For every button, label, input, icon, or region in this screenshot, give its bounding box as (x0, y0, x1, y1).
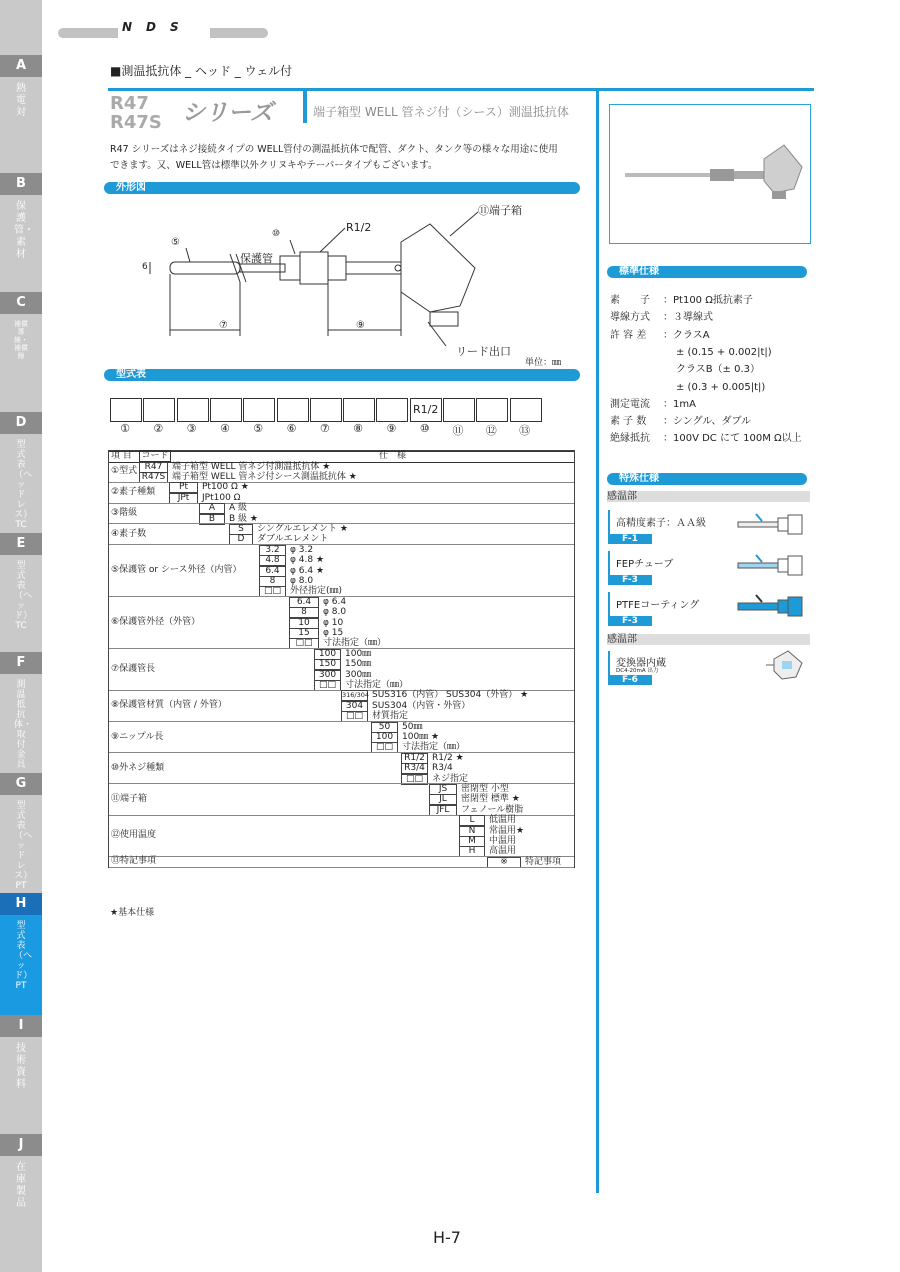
side-tab-f[interactable]: F 測温抵抗体・取付金具 (0, 652, 42, 770)
table-code-cell: N (459, 826, 485, 837)
table-spec-text: 高温用 (489, 846, 517, 857)
spec-value: ± (0.15 + 0.002|t|) (676, 346, 772, 358)
label-lead-exit: リード出口 (456, 345, 511, 358)
table-spec-text: 密閉型 標準 ★ (461, 794, 520, 805)
code-box[interactable] (476, 398, 508, 422)
table-code-cell: R1/2 (401, 753, 428, 764)
code-box[interactable] (143, 398, 175, 422)
code-box-number: ⑥ (286, 422, 297, 435)
table-item-label: ①型式 (111, 466, 138, 477)
table-code-cell: M (459, 836, 485, 847)
table-spec-text: φ 15 (323, 627, 344, 638)
description: R47 シリーズはネジ接続タイプの WELL管付の測温抵抗体で配管、ダクト、タンク等の様々な用途に使用 できます。又、WELL管は標準以外クリヌキやテーパータイプもございます。 (110, 144, 558, 171)
table-spec-text: ダブルエレメント (257, 534, 329, 545)
table-code-cell: H (459, 846, 485, 857)
table-spec-text: φ 4.8 ★ (290, 555, 325, 566)
spec-value: ：1mA (663, 398, 696, 410)
table-code-cell: 6.4 (289, 597, 319, 608)
table-code-cell: D (229, 534, 253, 545)
table-spec-text: 端子箱型 WELL 管ネジ付測温抵抗体 ★ (172, 461, 331, 472)
table-code-cell: L (459, 815, 485, 826)
table-footnote: ★基本仕様 (110, 908, 155, 918)
code-box-number: ⑬ (519, 424, 531, 437)
table-spec-text: φ 6.4 ★ (290, 565, 325, 576)
spec-value: ：シングル、ダブル (663, 416, 752, 428)
table-spec-text: B 級 ★ (229, 513, 258, 524)
table-code-cell: JL (429, 794, 457, 805)
side-tab-g[interactable]: G 型式表（ヘッドレス）PT (0, 773, 42, 891)
code-box[interactable] (310, 398, 342, 422)
side-tab-e[interactable]: E 型式表（ヘッド）TC (0, 533, 42, 651)
head-code: コード (139, 450, 171, 462)
table-item-label: ⑫使用温度 (111, 830, 157, 841)
table-code-cell: Pt (169, 482, 198, 493)
code-box-number: ⑪ (452, 424, 464, 437)
code-box[interactable]: R1/2 (410, 398, 442, 422)
table-item-label: ⑩外ネジ種類 (111, 762, 165, 773)
column-divider (596, 91, 599, 1193)
table-code-cell: 8 (259, 576, 286, 587)
spec-value: ：クラスA (663, 329, 710, 341)
outline-heading: 外形図 (104, 182, 580, 194)
code-box-number: ⑤ (253, 422, 264, 435)
table-code-cell: □□ (341, 711, 368, 722)
table-code-cell: 304 (341, 701, 368, 712)
side-tab-c[interactable]: C 補償導線・補償線 (0, 292, 42, 410)
series-name: シリーズ (182, 100, 273, 126)
sensor-icon (736, 512, 808, 538)
code-box[interactable] (376, 398, 408, 422)
product-photo (609, 104, 811, 244)
label-terminal-box: ⑪端子箱 (478, 204, 522, 217)
special-item-label: FEPチューブ (616, 559, 674, 570)
label-10: ⑩ (272, 229, 281, 239)
table-group-divider (109, 648, 574, 649)
table-code-cell: □□ (401, 774, 428, 785)
table-spec-text: A 級 (229, 503, 248, 514)
table-item-label: ④素子数 (111, 528, 147, 539)
table-code-cell: 8 (289, 607, 319, 618)
table-spec-text: R1/2 ★ (432, 752, 464, 763)
table-spec-text: フェノール樹脂 (461, 804, 524, 815)
table-spec-text: 寸法指定（㎜） (345, 679, 409, 690)
table-code-cell: 3.2 (259, 545, 286, 556)
table-code-cell: 6.4 (259, 566, 286, 577)
table-group-divider (109, 867, 574, 868)
model-table (108, 450, 575, 868)
transmitter-icon (766, 649, 810, 683)
table-code-cell: □□ (259, 586, 286, 597)
spec-key: 素 子 (610, 295, 650, 306)
head-item: 項 目 (111, 451, 132, 461)
side-tab-d[interactable]: D 型式表（ヘッドレス）TC (0, 412, 42, 530)
table-code-cell: JFL (429, 805, 457, 816)
table-spec-text: 材質指定 (372, 711, 409, 722)
special-item-transmitter[interactable] (608, 651, 808, 685)
sensor-icon (736, 594, 808, 620)
spec-key: 絶縁抵抗 (610, 433, 650, 445)
table-code-cell: 4.8 (259, 555, 286, 566)
spec-key: 許 容 差 (610, 329, 647, 341)
table-spec-text: φ 3.2 (290, 544, 314, 555)
code-box[interactable] (343, 398, 375, 422)
spec-key: 素 子 数 (610, 416, 647, 428)
product-image (610, 105, 810, 243)
table-group-divider (109, 544, 574, 545)
label-7: ⑦ (219, 320, 228, 331)
label-r12: R1/2 (346, 221, 372, 234)
table-spec-text: φ 8.0 (323, 607, 347, 618)
code-box[interactable] (243, 398, 275, 422)
table-spec-text: 低温用 (489, 815, 517, 826)
table-spec-text: Pt100 Ω ★ (202, 482, 249, 493)
table-spec-text: 100㎜ (345, 648, 372, 659)
code-box[interactable] (510, 398, 542, 422)
table-code-cell: JS (429, 784, 457, 795)
table-spec-text: 常温用★ (489, 825, 525, 836)
table-code-cell: 300 (314, 670, 341, 681)
code-box-number: ⑩ (419, 422, 430, 435)
label-protect: 保護管 (240, 252, 273, 265)
spec-value: クラスB（± 0.3） (676, 364, 761, 376)
spec-value: ± (0.3 + 0.005|t|) (676, 381, 766, 393)
table-spec-text: 50㎜ (402, 721, 423, 732)
table-item-label: ③階級 (111, 508, 138, 518)
special-item-tag: F-1 (608, 534, 652, 544)
table-item-label: ⑦保護管長 (111, 664, 156, 674)
table-spec-text: φ 6.4 (323, 596, 347, 607)
side-tab-a[interactable]: A 熱電対 (0, 55, 42, 173)
table-code-cell: S (229, 524, 253, 535)
table-code-cell: B (199, 514, 225, 525)
spec-key: 測定電流 (610, 398, 650, 410)
table-group-divider (109, 503, 574, 504)
table-item-label: ②素子種類 (111, 487, 156, 498)
table-item-label: ⑬特記事項 (111, 856, 157, 867)
table-spec-text: 100㎜ ★ (402, 731, 440, 742)
table-spec-text: 外径指定(㎜) (290, 586, 343, 597)
special-item-label: 高精度素子：ＡＡ級 (616, 518, 706, 529)
code-box-number: ② (153, 422, 164, 435)
sensor-icon (736, 553, 808, 579)
table-code-cell: 316/304 (342, 691, 370, 700)
code-box[interactable] (177, 398, 209, 422)
special-item-label: PTFEコーティング (616, 600, 700, 611)
special-item-fep[interactable] (608, 551, 808, 585)
table-spec-text: 寸法指定（㎜） (402, 742, 466, 753)
table-spec-text: SUS316（内管） SUS304（外管） ★ (372, 690, 529, 701)
special-item-aa-class[interactable] (608, 510, 808, 544)
code-box-number: ⑫ (485, 424, 497, 437)
table-spec-text: φ 10 (323, 617, 344, 628)
model-table-heading: 型式表 (104, 369, 580, 381)
table-group-divider (109, 721, 574, 722)
special-item-tag: F-3 (608, 575, 652, 585)
side-tab-i[interactable]: I 技術資料 (0, 1015, 42, 1133)
label-9: ⑨ (356, 320, 365, 331)
side-tab-b[interactable]: B 保護管・素材 (0, 173, 42, 291)
table-spec-text: JPt100 Ω (202, 492, 241, 503)
standard-heading: 標準仕様 (607, 266, 807, 278)
page-number: H-7 (433, 1228, 461, 1247)
table-code-cell: □□ (289, 638, 319, 649)
table-spec-text: 300㎜ (345, 669, 372, 680)
side-index (0, 0, 42, 1272)
code-box-number: ⑦ (319, 422, 330, 435)
table-code-cell: JPt (169, 493, 198, 504)
code-box-number: ⑧ (353, 422, 364, 435)
table-spec-text: R3/4 (432, 763, 453, 774)
table-code-cell: R3/4 (401, 763, 428, 774)
side-tab-j[interactable]: J 在庫製品 (0, 1134, 42, 1252)
special-item-tag: F-3 (608, 616, 652, 626)
code-box-number: ③ (186, 422, 197, 435)
sense-part-1: 感温部 (607, 491, 810, 502)
table-spec-text: 密閉型 小型 (461, 783, 509, 794)
table-code-cell: 150 (314, 659, 341, 670)
table-spec-text: SUS304（内管・外管） (372, 700, 471, 711)
table-item-label: ⑥保護管外径（外管） (111, 617, 201, 628)
table-item-label: ⑨ニップル長 (111, 731, 164, 742)
label-unit: 単位：㎜ (525, 358, 562, 368)
table-code-cell: A (199, 503, 225, 514)
table-spec-text: 端子箱型 WELL 管ネジ付シース測温抵抗体 ★ (172, 471, 357, 482)
table-spec-text: 寸法指定（㎜） (323, 638, 387, 649)
table-spec-text: 中温用 (489, 835, 517, 846)
table-code-cell: 100 (371, 732, 398, 743)
table-spec-text: シングルエレメント ★ (257, 523, 348, 534)
model-r47s: R47S (110, 112, 162, 133)
special-item-tag: F-6 (608, 675, 652, 685)
label-6: 6 (142, 262, 148, 272)
code-box[interactable] (277, 398, 309, 422)
table-item-label: ⑪端子箱 (111, 794, 148, 804)
table-code-cell: 50 (371, 722, 398, 733)
special-item-sub: DC4-20mA 出力 (616, 668, 659, 674)
spec-value: ：Pt100 Ω抵抗素子 (663, 295, 753, 306)
table-spec-text: φ 8.0 (290, 575, 314, 586)
table-spec-text: ネジ指定 (432, 773, 469, 784)
table-code-cell: 100 (314, 649, 341, 660)
spec-value: ：３導線式 (663, 312, 713, 324)
table-code-cell: □□ (371, 742, 398, 753)
model-r47: R47 (110, 93, 149, 114)
series-subtitle: 端子箱型 WELL 管ネジ付（シース）測温抵抗体 (313, 105, 569, 119)
spec-key: 導線方式 (610, 312, 650, 324)
side-tab-h[interactable]: H 型式表（ヘッド）PT (0, 893, 42, 1015)
special-item-label: 変換器内蔵 (616, 658, 666, 669)
code-box[interactable] (110, 398, 142, 422)
table-spec-text: 150㎜ (345, 659, 372, 670)
table-item-label: ⑤保護管 or シース外径（内管） (111, 565, 242, 576)
head-spec: 仕 様 (379, 451, 407, 461)
table-code-cell: ※ (487, 857, 521, 868)
title-rule (108, 88, 814, 91)
brand-logo: NDS (122, 20, 193, 34)
table-code-cell: R47 (139, 462, 168, 473)
code-box-number: ④ (219, 422, 230, 435)
special-item-ptfe[interactable] (608, 592, 808, 626)
label-5: ⑤ (171, 237, 180, 248)
special-heading: 特殊仕様 (607, 473, 807, 485)
section-heading: ■測温抵抗体 _ ヘッド _ ウェル付 (110, 64, 293, 78)
spec-value: ：100V DC にて 100M Ω以上 (663, 433, 802, 445)
code-box[interactable] (443, 398, 475, 422)
code-box-number: ⑨ (386, 422, 397, 435)
table-item-label: ⑧保護管材質（内管 / 外管） (111, 700, 227, 711)
table-code-cell: R47S (139, 472, 168, 483)
table-group-divider (109, 752, 574, 753)
title-divider (303, 91, 307, 123)
table-code-cell: □□ (314, 680, 341, 691)
table-code-cell: 15 (289, 628, 319, 639)
code-box-number: ① (120, 422, 130, 435)
table-code-cell: 10 (289, 618, 319, 629)
code-box[interactable] (210, 398, 242, 422)
table-spec-text: 特記事項 (525, 856, 562, 867)
sense-part-2: 感温部 (607, 634, 810, 645)
